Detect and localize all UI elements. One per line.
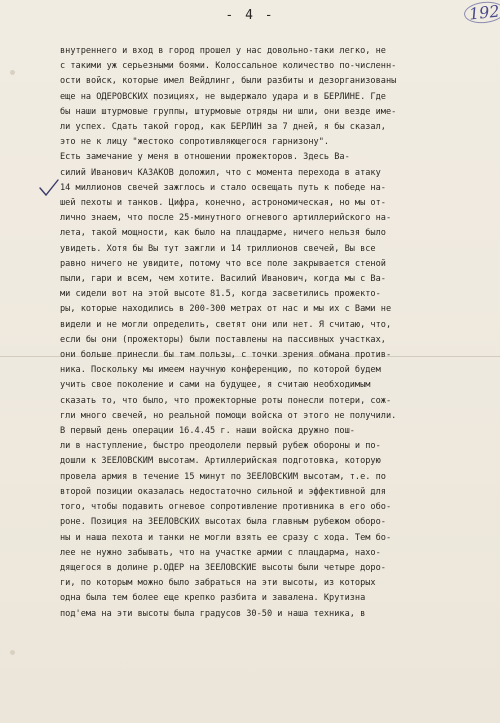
text-line: одна была тем более еще крепко разбита и завалена. Крутизна [60, 593, 366, 604]
text-line: 14 миллионов свечей зажглось и стало освещать путь к победе на- [60, 182, 386, 193]
text-line: дошли к ЗЕЕЛОВСКИМ высотам. Артиллерийская подготовка, которую [60, 456, 381, 467]
text-line: лета, такой мощности, как было на плацдарме, ничего нельзя было [60, 228, 386, 239]
text-line: внутреннего и вход в город прошел у нас довольно-таки легко, не [60, 46, 386, 56]
text-line: того, чтобы подавить огневое сопротивление противника в его обо- [60, 502, 392, 513]
text-line: это не к лицу "жестоко сопротивляющегося гарнизону". [60, 137, 330, 148]
archive-number-stamp: 192 [463, 0, 500, 25]
text-line: с такими уж серьезными боями. Колоссальное количество по-численн- [60, 61, 397, 72]
text-line: ги, по которым можно было забраться на эти высоты, из которых [60, 578, 376, 589]
punch-hole [10, 70, 15, 75]
text-line: Есть замечание у меня в отношении прожекторов. Здесь Ва- [60, 152, 350, 163]
text-line: они больше принесли бы там пользы, с точки зрения обмана против- [60, 350, 392, 361]
text-line: провела армия в течение 15 минут по ЗЕЕЛОВСКИМ высотам, т.е. по [60, 471, 386, 482]
handwritten-checkmark-icon [38, 178, 60, 198]
punch-hole [10, 650, 15, 655]
text-line: ры, которые находились в 200-300 метрах от нас и мы их с Вами не [60, 304, 392, 315]
text-line: роне. Позиция на ЗЕЕЛОВСКИХ высотах была главным рубежом оборо- [60, 517, 386, 528]
text-line: лично знаем, что после 25-минутного огневого артиллерийского на- [60, 213, 392, 224]
text-line: еще на ОДЕРОВСКИХ позициях, не выдержало удара и в БЕРЛИНЕ. Где [60, 91, 386, 102]
text-line: равно ничего не увидите, потому что все поле закрывается стеной [60, 258, 386, 269]
text-line: ли в наступление, быстро преодолели первый рубеж обороны и по- [60, 441, 381, 452]
text-line: гли много свечей, но реальной помощи войска от этого не получили. [60, 410, 397, 421]
text-line: лее не нужно забывать, что на участке армии с плацдарма, нахо- [60, 547, 381, 558]
text-line: сказать то, что было, что прожекторные роты понесли потери, сож- [60, 395, 392, 406]
text-line: если бы они (прожекторы) были поставлены на пассивных участках, [60, 334, 386, 345]
text-line: второй позиции оказалась недостаточно сильной и эффективной для [60, 486, 386, 497]
text-line: ости войск, которые имел Вейдлинг, были разбиты и дезорганизованы [60, 76, 397, 87]
text-line: дящегося в долине р.ОДЕР на ЗЕЕЛОВСКИЕ высоты были четыре доро- [60, 562, 386, 573]
text-line: под'ема на эти высоты была градусов 30-50 и наша техника, в [60, 608, 366, 619]
text-line: В первый день операции 16.4.45 г. наши войска дружно пош- [60, 426, 355, 437]
text-line: бы наши штурмовые группы, штурмовые отряды ни шли, они везде име- [60, 106, 397, 117]
text-line: учить свое поколение и сами на будущее, я считаю необходимым [60, 380, 371, 391]
text-line: видели и не могли определить, светят они или нет. Я считаю, что, [60, 319, 392, 330]
text-line: ли успех. Сдать такой город, как БЕРЛИН за 7 дней, я бы сказал, [60, 122, 386, 133]
text-line: пыли, гари и всем, чем хотите. Василий Иванович, когда мы с Ва- [60, 274, 386, 285]
text-line: ника. Поскольку мы имеем научную конференцию, по которой будем [60, 365, 381, 376]
text-line: ми сидели вот на этой высоте 81.5, когда засветились прожекто- [60, 289, 381, 300]
typewritten-body [60, 44, 492, 622]
text-line: увидеть. Хотя бы Вы тут зажгли и 14 триллионов свечей, Вы все [60, 243, 376, 254]
text-line: шей пехоты и танков. Цифра, конечно, астрономическая, но мы от- [60, 198, 386, 209]
text-line: ны и наша пехота и танки не могли взять ее сразу с хода. Тем бо- [60, 532, 392, 543]
text-line: силий Иванович КАЗАКОВ доложил, что с момента перехода в атаку [60, 167, 381, 178]
page-number: - 4 - [225, 8, 275, 23]
